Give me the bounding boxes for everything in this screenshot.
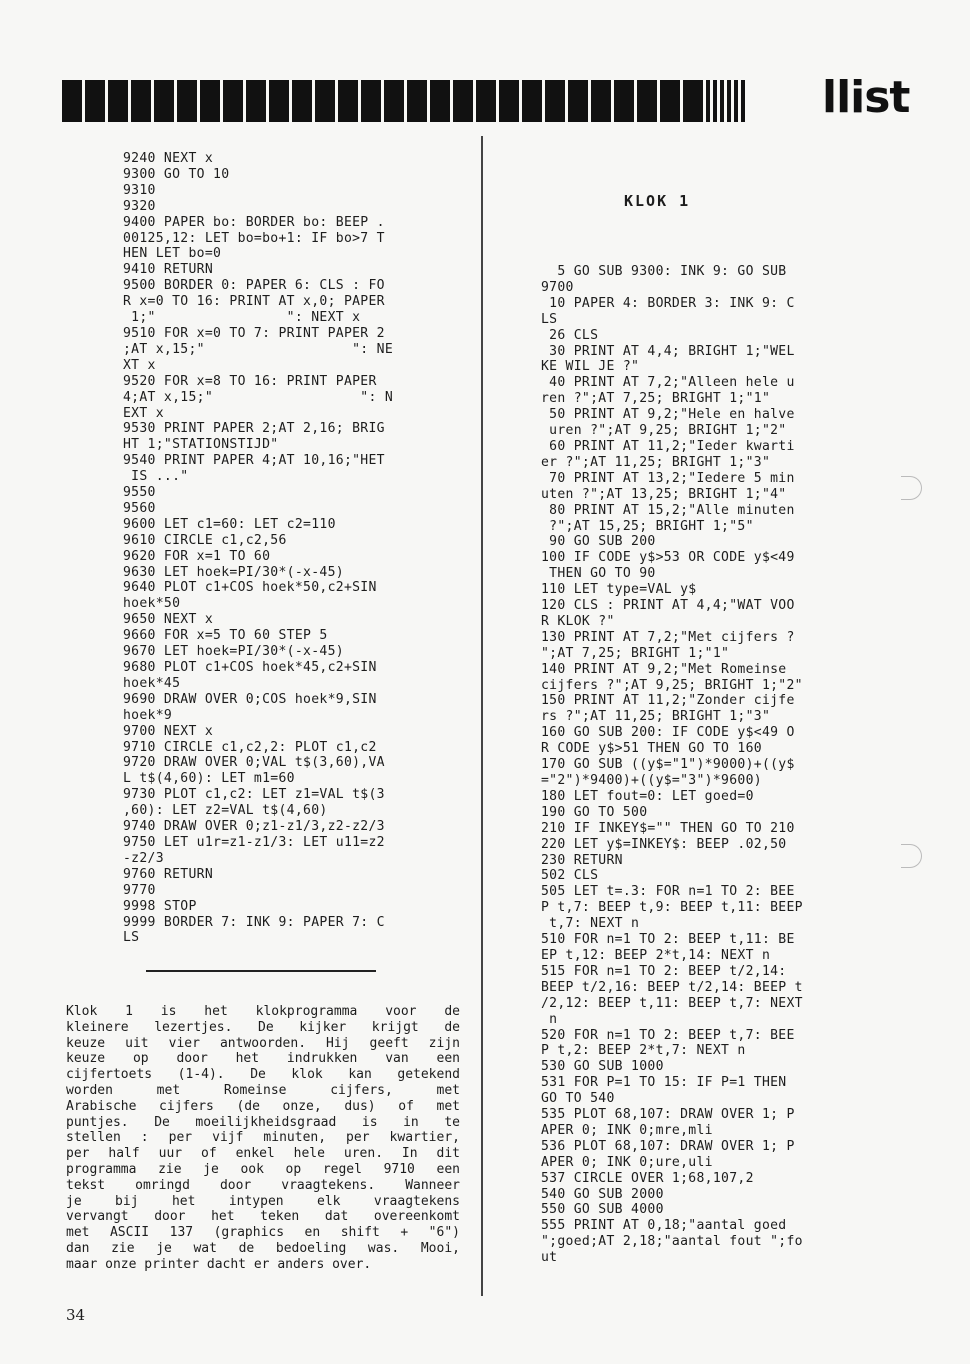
header-stripe-block — [591, 80, 611, 122]
code-line: 160 GO SUB 200: IF CODE y$<49 O — [541, 725, 795, 741]
header-stripe-block — [720, 80, 724, 122]
code-line: er ?";AT 11,25; BRIGHT 1;"3" — [541, 454, 771, 470]
description-line: tekst omringd door vraagtekens. Wanneer — [66, 1177, 460, 1193]
header-stripe-block — [384, 80, 404, 122]
code-line: 9520 FOR x=8 TO 16: PRINT PAPER — [123, 373, 377, 389]
section-rule — [146, 970, 376, 972]
code-line: 26 CLS — [541, 327, 599, 343]
code-line: hoek*45 — [123, 675, 181, 691]
header-stripe-block — [522, 80, 542, 122]
header-stripe-block — [683, 80, 703, 122]
code-line: 10 PAPER 4: BORDER 3: INK 9: C — [541, 295, 795, 311]
description-line: programma zie je ook op regel 9710 een — [66, 1161, 460, 1177]
code-line: 9600 LET c1=60: LET c2=110 — [123, 516, 336, 532]
header-stripe-block — [108, 80, 128, 122]
code-line: R CODE y$>51 THEN GO TO 160 — [541, 741, 762, 757]
header-stripe-block — [223, 80, 243, 122]
code-line: 220 LET y$=INKEY$: BEEP .02,50 — [541, 836, 787, 852]
code-line: 9998 STOP — [123, 898, 197, 914]
code-line: HT 1;"STATIONSTIJD" — [123, 437, 279, 453]
code-line: 9530 PRINT PAPER 2;AT 2,16; BRIG — [123, 421, 385, 437]
code-line: 505 LET t=.3: FOR n=1 TO 2: BEE — [541, 884, 795, 900]
header-stripe-block — [727, 80, 731, 122]
code-line: 00125,12: LET bo=bo+1: IF bo>7 T — [123, 230, 385, 246]
code-line: ;AT x,15;" ": NE — [123, 341, 394, 357]
code-line: 210 IF INKEY$="" THEN GO TO 210 — [541, 820, 795, 836]
code-line: R KLOK ?" — [541, 613, 615, 629]
header-stripe-bar — [62, 80, 814, 122]
header-stripe-block — [269, 80, 289, 122]
code-line: EXT x — [123, 405, 164, 421]
description-line: dan zie je wat de bedoeling was. Mooi, — [66, 1240, 460, 1256]
code-line: 1;" ": NEXT x — [123, 310, 361, 326]
code-line: 110 LET type=VAL y$ — [541, 582, 697, 598]
code-line: ren ?";AT 7,25; BRIGHT 1;"1" — [541, 391, 771, 407]
code-line: ?";AT 15,25; BRIGHT 1;"5" — [541, 518, 754, 534]
header-stripe-block — [85, 80, 105, 122]
code-line: HEN LET bo=0 — [123, 246, 222, 262]
code-line: XT x — [123, 357, 156, 373]
header-stripe-block — [62, 80, 82, 122]
code-line: 9410 RETURN — [123, 262, 214, 278]
code-line: 510 FOR n=1 TO 2: BEEP t,11: BE — [541, 932, 795, 948]
code-line: 9630 LET hoek=PI/30*(-x-45) — [123, 564, 344, 580]
header-stripe-block — [430, 80, 450, 122]
description-line: Arabische cijfers (de onze, dus) of met — [66, 1098, 460, 1114]
code-line: 537 CIRCLE OVER 1;68,107,2 — [541, 1170, 754, 1186]
header-stripe-block — [131, 80, 151, 122]
code-line: KE WIL JE ?" — [541, 359, 640, 375]
code-line: 530 GO SUB 1000 — [541, 1059, 664, 1075]
code-line: IS ..." — [123, 469, 189, 485]
header-stripe-block — [177, 80, 197, 122]
code-line: 80 PRINT AT 15,2;"Alle minuten — [541, 502, 795, 518]
code-line: 4;AT x,15;" ": N — [123, 389, 394, 405]
code-line: 9620 FOR x=1 TO 60 — [123, 548, 271, 564]
code-line: 40 PRINT AT 7,2;"Alleen hele u — [541, 375, 795, 391]
code-line: 130 PRINT AT 7,2;"Met cijfers ? — [541, 629, 795, 645]
code-line: 170 GO SUB ((y$="1")*9000)+((y$ — [541, 757, 795, 773]
description-line: maar onze printer dacht er anders over. — [66, 1256, 372, 1272]
code-line: 60 PRINT AT 11,2;"Ieder kwarti — [541, 438, 795, 454]
code-line: ut — [541, 1250, 558, 1266]
code-line: 9670 LET hoek=PI/30*(-x-45) — [123, 644, 344, 660]
code-line: 9510 FOR x=0 TO 7: PRINT PAPER 2 — [123, 325, 385, 341]
header-stripe-block — [741, 80, 745, 122]
description-line: Klok 1 is het klokprogramma voor de — [66, 1004, 460, 1019]
code-line: 9700 NEXT x — [123, 723, 214, 739]
code-line: LS — [541, 311, 558, 327]
code-line: /2,12: BEEP t,11: BEEP t,7: NEXT — [541, 995, 803, 1011]
code-line: 520 FOR n=1 TO 2: BEEP t,7: BEE — [541, 1027, 795, 1043]
header-stripe-block — [568, 80, 588, 122]
code-line: 9750 LET u1r=z1-z1/3: LET u11=z2 — [123, 834, 385, 850]
code-line: 9640 PLOT c1+COS hoek*50,c2+SIN — [123, 580, 377, 596]
code-line: uten ?";AT 13,25; BRIGHT 1;"4" — [541, 486, 787, 502]
code-line: 9690 DRAW OVER 0;COS hoek*9,SIN — [123, 691, 377, 707]
code-line: cijfers ?";AT 9,25; BRIGHT 1;"2" — [541, 677, 803, 693]
code-line: APER 0; INK 0;ure,uli — [541, 1154, 713, 1170]
code-line: ="2")*9400)+((y$="3")*9600) — [541, 773, 762, 788]
code-line: 9710 CIRCLE c1,c2,2: PLOT c1,c2 — [123, 739, 377, 755]
code-line: 50 PRINT AT 9,2;"Hele en halve — [541, 407, 795, 423]
punch-hole-mark — [901, 844, 922, 868]
description-line: keuze uit vier antwoorden. Hij geeft zijn — [66, 1035, 460, 1051]
code-line: 9610 CIRCLE c1,c2,56 — [123, 532, 287, 548]
code-line: 5 GO SUB 9300: INK 9: GO SUB — [541, 264, 787, 279]
code-line: 9320 — [123, 198, 156, 214]
header-stripe-block — [660, 80, 680, 122]
code-line: EP t,12: BEEP 2*t,14: NEXT n — [541, 947, 771, 963]
code-line: 515 FOR n=1 TO 2: BEEP t/2,14: — [541, 963, 787, 979]
code-line: GO TO 540 — [541, 1091, 615, 1107]
header-stripe-block — [713, 80, 717, 122]
header-stripe-block — [200, 80, 220, 122]
code-line: 9310 — [123, 182, 156, 198]
description-line: worden met Romeinse cijfers, met — [66, 1082, 460, 1098]
code-line: 100 IF CODE y$>53 OR CODE y$<49 — [541, 550, 795, 566]
code-line: 150 PRINT AT 11,2;"Zonder cijfe — [541, 693, 795, 709]
code-line: 180 LET fout=0: LET goed=0 — [541, 788, 754, 804]
header-stripe-block — [476, 80, 496, 122]
description-line: je bij het intypen elk vraagtekens — [66, 1193, 460, 1209]
code-line: 70 PRINT AT 13,2;"Iedere 5 min — [541, 470, 795, 486]
header-stripe-block — [734, 80, 738, 122]
code-line: hoek*50 — [123, 596, 181, 612]
description-line: puntjes. De moeilijkheidsgraad is in te — [66, 1114, 460, 1130]
code-line: 30 PRINT AT 4,4; BRIGHT 1;"WEL — [541, 343, 795, 359]
code-line: 502 CLS — [541, 868, 599, 884]
header-stripe-block — [453, 80, 473, 122]
header-stripe-block — [706, 80, 710, 122]
header-stripe-block — [154, 80, 174, 122]
code-line: LS — [123, 930, 140, 946]
listing-title: KLOK 1 — [624, 192, 691, 210]
code-line: 9560 — [123, 500, 156, 516]
header-stripe-block — [315, 80, 335, 122]
code-line: 140 PRINT AT 9,2;"Met Romeinse — [541, 661, 787, 677]
code-line: 9700 — [541, 279, 574, 295]
code-line: uren ?";AT 9,25; BRIGHT 1;"2" — [541, 423, 787, 439]
code-line: APER 0; INK 0;mre,mli — [541, 1122, 713, 1138]
code-line: 9660 FOR x=5 TO 60 STEP 5 — [123, 628, 328, 644]
description-line: keuze op door het indrukken van een — [66, 1051, 460, 1067]
code-line: t,7: NEXT n — [541, 916, 640, 932]
code-line: 9740 DRAW OVER 0;z1-z1/3,z2-z2/3 — [123, 819, 385, 835]
description-line: cijfertoets (1-4). De klok kan getekend — [66, 1067, 460, 1083]
code-line: 9680 PLOT c1+COS hoek*45,c2+SIN — [123, 660, 377, 675]
description-line: stellen : per vijf minuten, per kwartier, — [66, 1130, 460, 1146]
punch-hole-mark — [901, 476, 922, 500]
code-line: 536 PLOT 68,107: DRAW OVER 1; P — [541, 1138, 795, 1154]
code-line: 190 GO TO 500 — [541, 804, 648, 820]
header-stripe-block — [246, 80, 266, 122]
code-line: 531 FOR P=1 TO 15: IF P=1 THEN — [541, 1075, 787, 1091]
code-line: 9730 PLOT c1,c2: LET z1=VAL t$(3 — [123, 787, 385, 803]
code-line: 9400 PAPER bo: BORDER bo: BEEP . — [123, 214, 385, 230]
code-line: 9770 — [123, 882, 156, 898]
code-line: BEEP t/2,16: BEEP t/2,14: BEEP t — [541, 979, 803, 995]
code-line: rs ?";AT 11,25; BRIGHT 1;"3" — [541, 709, 771, 725]
header-stripe-block — [361, 80, 381, 122]
left-program-listing — [123, 151, 393, 946]
article-description — [66, 1004, 460, 1273]
code-line: 9650 NEXT x — [123, 612, 214, 628]
header-stripe-block — [614, 80, 634, 122]
header-stripe-block — [338, 80, 358, 122]
page-number: 34 — [66, 1306, 86, 1324]
description-line: vervangt door het teken dat overeenkomt — [66, 1209, 460, 1225]
code-line: 540 GO SUB 2000 — [541, 1186, 664, 1202]
code-line: 535 PLOT 68,107: DRAW OVER 1; P — [541, 1107, 795, 1123]
description-line: per half uur of enkel hele uren. In dit — [66, 1146, 460, 1162]
code-line: R x=0 TO 16: PRINT AT x,0; PAPER — [123, 294, 385, 310]
code-line: 230 RETURN — [541, 852, 623, 868]
code-line: P t,7: BEEP t,9: BEEP t,11: BEEP — [541, 900, 803, 916]
header-stripe-block — [545, 80, 565, 122]
header-stripe-block — [292, 80, 312, 122]
code-line: 9550 — [123, 485, 156, 501]
code-line: ";goed;AT 2,18;"aantal fout ";fo — [541, 1234, 803, 1250]
code-line: -z2/3 — [123, 850, 164, 866]
code-line: n — [541, 1011, 558, 1027]
code-line: 90 GO SUB 200 — [541, 534, 656, 550]
column-divider — [481, 136, 483, 1296]
header-stripe-block — [637, 80, 657, 122]
code-line: ,60): LET z2=VAL t$(4,60) — [123, 803, 328, 819]
code-line: 9540 PRINT PAPER 4;AT 10,16;"HET — [123, 453, 385, 469]
description-line: met ASCII 137 (graphics en shift + "6") — [66, 1225, 460, 1241]
code-line: 9300 GO TO 10 — [123, 166, 230, 182]
right-program-listing — [541, 264, 803, 1266]
code-line: L t$(4,60): LET m1=60 — [123, 771, 295, 787]
code-line: 550 GO SUB 4000 — [541, 1202, 664, 1218]
code-line: 9999 BORDER 7: INK 9: PAPER 7: C — [123, 914, 385, 930]
code-line: ";AT 7,25; BRIGHT 1;"1" — [541, 645, 730, 661]
code-line: 9720 DRAW OVER 0;VAL t$(3,60),VA — [123, 755, 385, 771]
header-stripe-block — [407, 80, 427, 122]
code-line: 555 PRINT AT 0,18;"aantal goed — [541, 1218, 787, 1234]
code-line: 9500 BORDER 0: PAPER 6: CLS : FO — [123, 278, 385, 294]
code-line: hoek*9 — [123, 707, 173, 723]
magazine-logo: llist — [822, 72, 910, 123]
code-line: 120 CLS : PRINT AT 4,4;"WAT VOO — [541, 598, 795, 614]
description-line: kleinere lezertjes. De kijker krijgt de — [66, 1019, 460, 1035]
code-line: 9760 RETURN — [123, 866, 214, 882]
header-stripe-block — [499, 80, 519, 122]
code-line: P t,2: BEEP 2*t,7: NEXT n — [541, 1043, 746, 1059]
code-line: 9240 NEXT x — [123, 151, 214, 166]
code-line: THEN GO TO 90 — [541, 566, 656, 582]
